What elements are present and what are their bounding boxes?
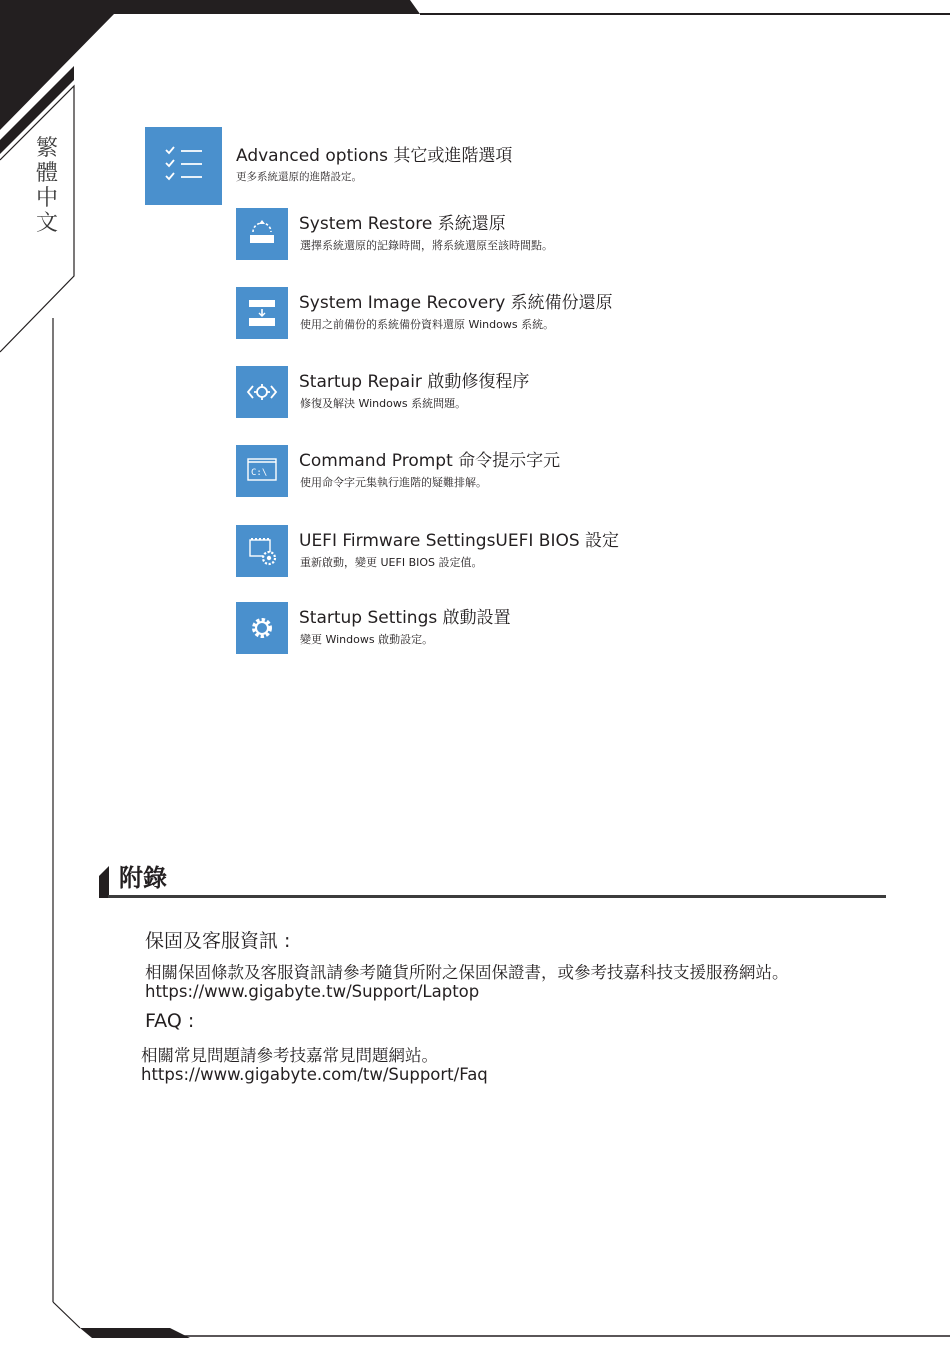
option-startup-settings[interactable] [236,602,796,656]
option-uefi-firmware-settings[interactable] [236,525,796,579]
command-prompt-glyph: C:\ [251,468,268,478]
startup-repair-icon [236,366,288,418]
faq-heading: FAQ : [145,1010,195,1032]
faq-text: 相關常見問題請參考技嘉常見問題網站。 [141,1046,438,1065]
option-description: 重新啟動，變更 UEFI BIOS 設定值。 [300,556,483,569]
uefi-firmware-icon [236,525,288,577]
warranty-heading: 保固及客服資訊 : [145,930,291,952]
option-system-image-recovery[interactable] [236,287,796,341]
option-title: Command Prompt 命令提示字元 [299,451,561,471]
command-prompt-icon [236,445,288,497]
option-title: System Image Recovery 系統備份還原 [299,293,613,313]
appendix-marker [99,866,111,898]
option-description: 修復及解決 Windows 系統問題。 [300,397,467,410]
warranty-text: 相關保固條款及客服資訊請參考隨貨所附之保固保證書，或參考技嘉科技支援服務網站。 [145,963,789,982]
option-description: 變更 Windows 啟動設定。 [300,633,434,646]
option-system-restore[interactable] [236,208,796,262]
checklist-icon [145,127,222,205]
appendix-title: 附錄 [119,864,167,892]
option-title: Startup Settings 啟動設置 [299,608,511,628]
option-description: 使用之前備份的系統備份資料還原 Windows 系統。 [300,318,555,331]
appendix-divider [108,895,886,898]
system-restore-icon [236,208,288,260]
option-description: 使用命令字元集執行進階的疑難排解。 [300,476,487,489]
option-title: Startup Repair 啟動修復程序 [299,372,530,392]
advanced-options-title: Advanced options 其它或進階選項 [236,146,513,166]
gear-icon [236,602,288,654]
warranty-link[interactable]: https://www.gigabyte.tw/Support/Laptop [145,982,480,1001]
option-startup-repair[interactable] [236,366,796,420]
faq-link[interactable]: https://www.gigabyte.com/tw/Support/Faq [141,1065,488,1084]
option-title: UEFI Firmware SettingsUEFI BIOS 設定 [299,531,620,551]
system-image-recovery-icon [236,287,288,339]
language-tab: 繁 體 中 文 [35,136,58,236]
option-command-prompt[interactable] [236,445,796,499]
advanced-options-description: 更多系統還原的進階設定。 [236,171,362,183]
option-description: 選擇系統還原的記錄時間，將系統還原至該時間點。 [300,239,553,252]
option-title: System Restore 系統還原 [299,214,506,234]
